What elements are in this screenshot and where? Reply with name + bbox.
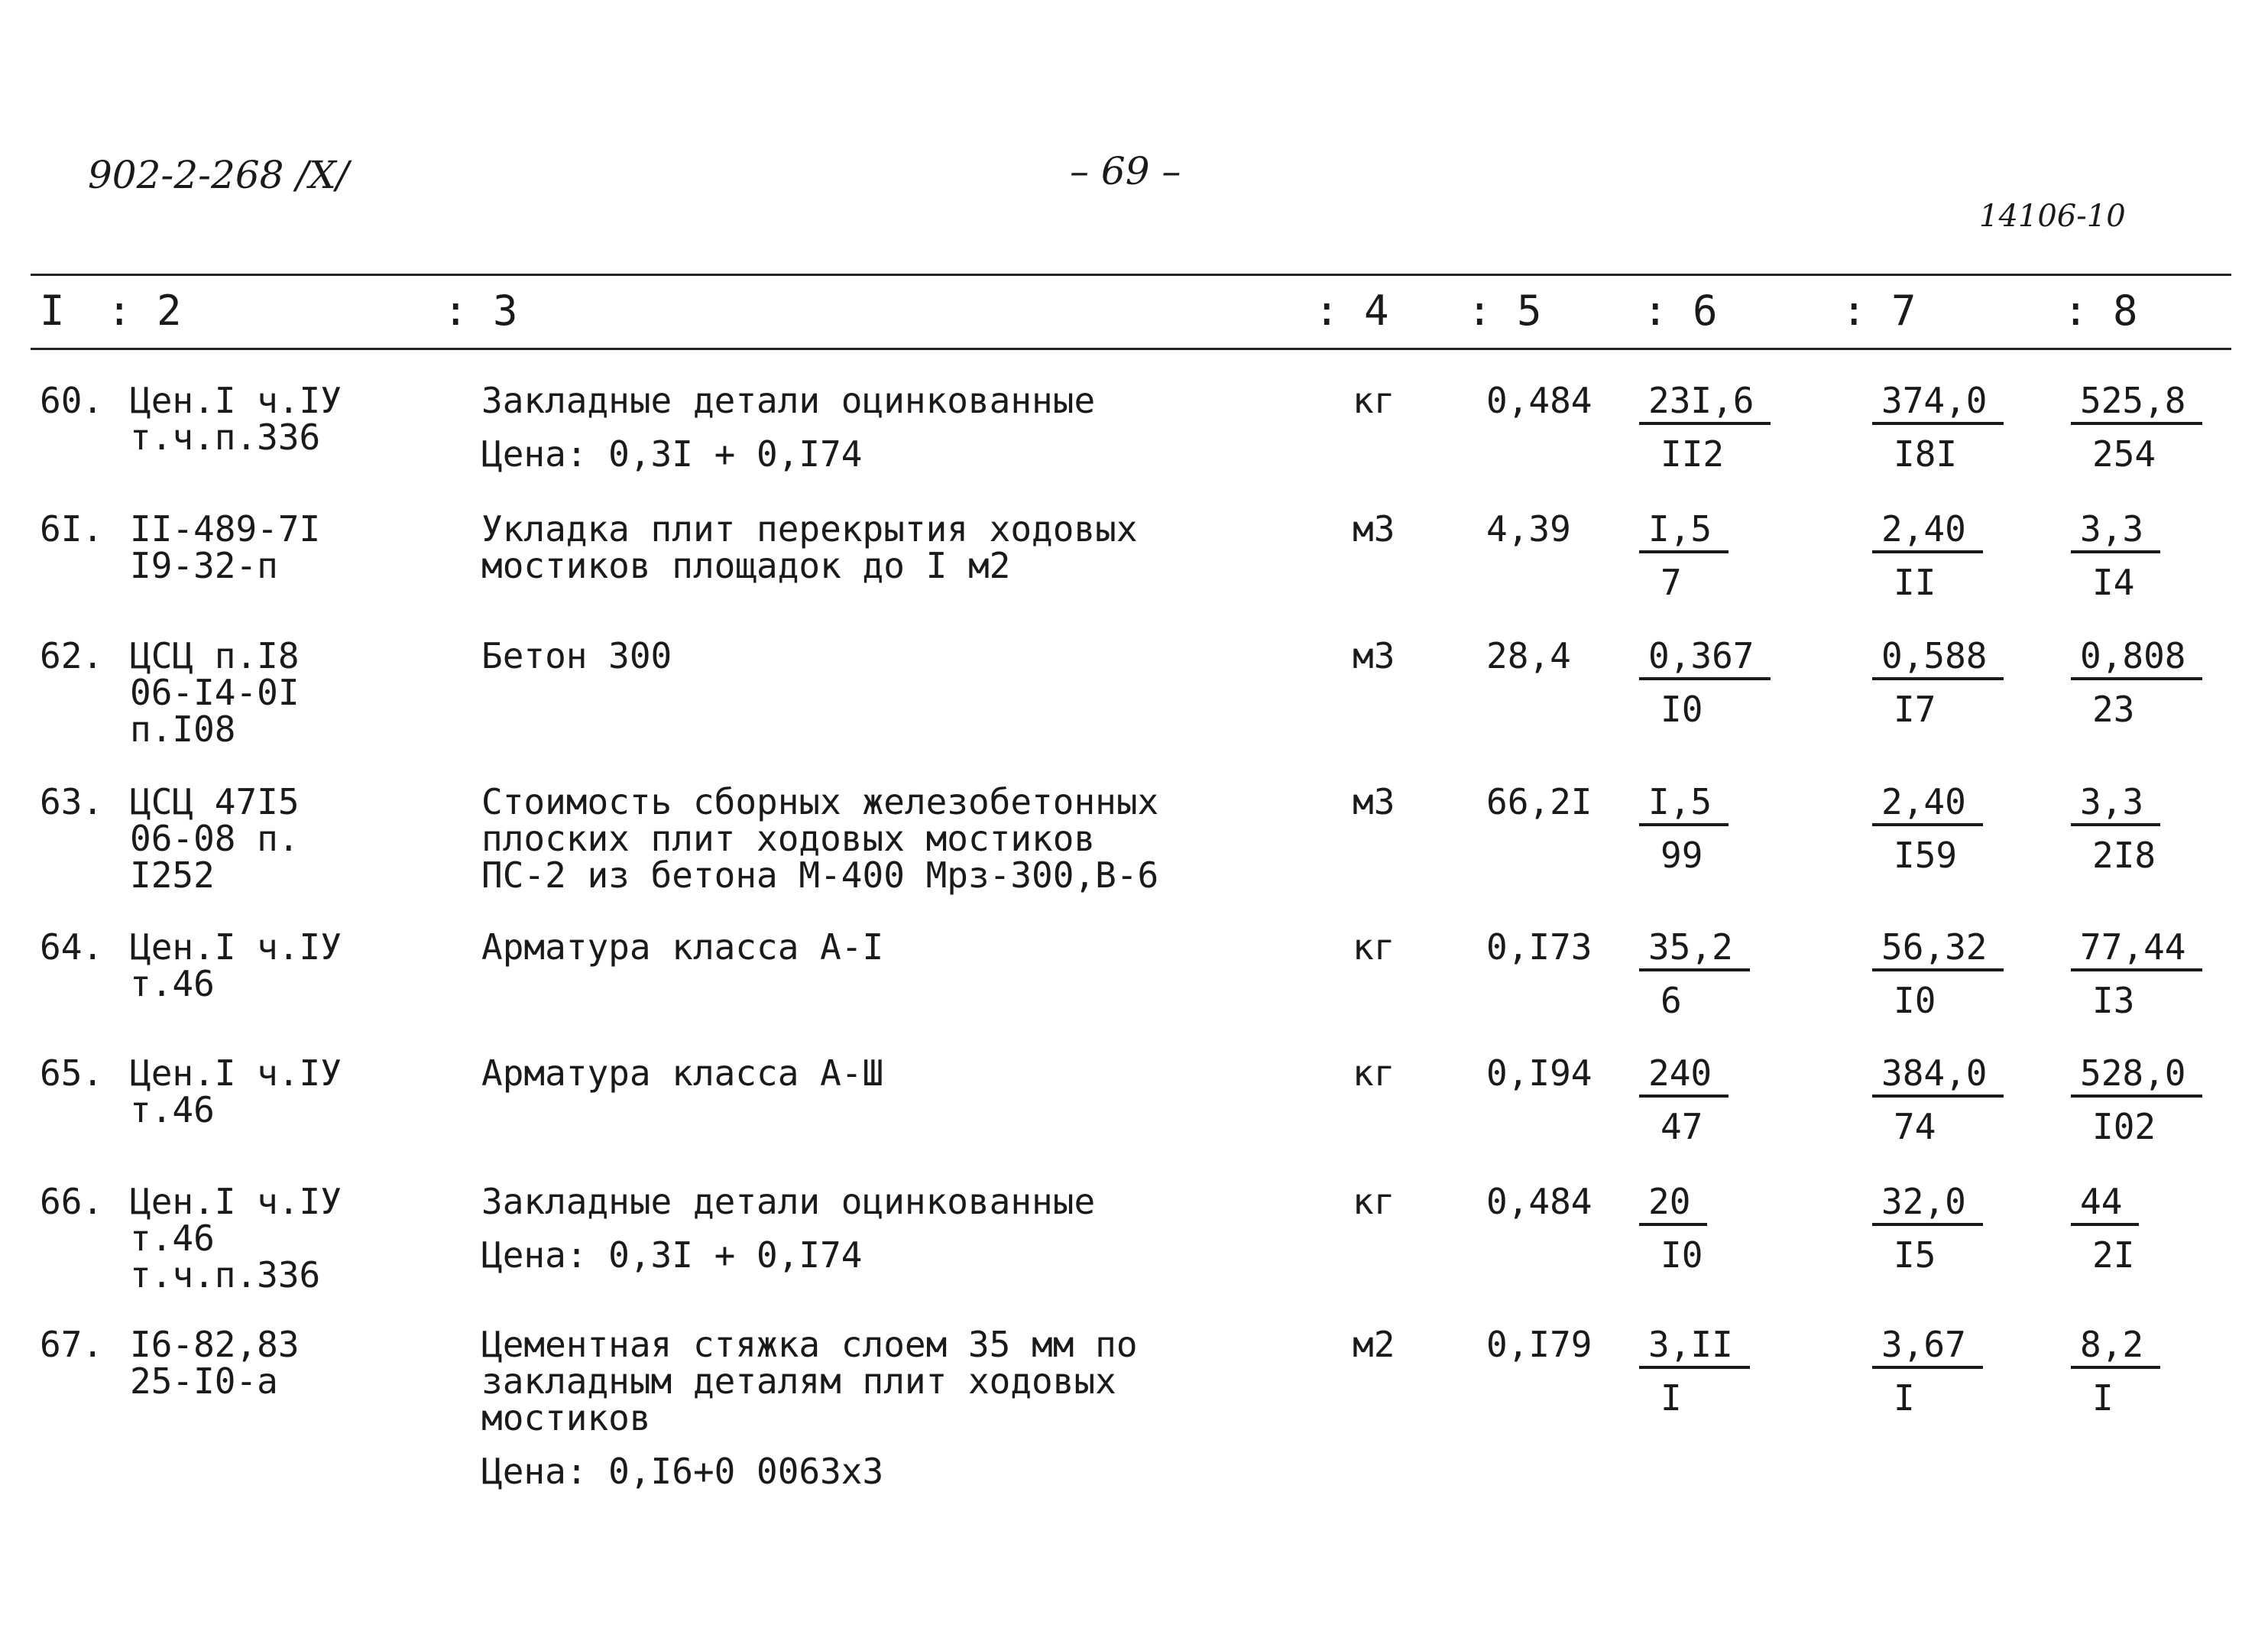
col-header-6: : 6 <box>1643 287 1718 335</box>
norm-code <box>130 1324 300 1402</box>
norm-code-line: I9-32-п <box>130 545 278 586</box>
norm-code-line: 25-I0-а <box>130 1360 278 1402</box>
value-c7 <box>1872 926 2004 1021</box>
norm-code <box>130 1181 342 1296</box>
unit-price-formula: Цена: 0,3I + 0,I74 <box>481 1234 863 1276</box>
unit: кг <box>1353 1052 1395 1094</box>
value-numerator: 0,367 <box>1639 637 1771 680</box>
value-denominator: I <box>2092 1377 2114 1419</box>
norm-code-line: т.46 <box>130 1089 215 1130</box>
description-line: закладным деталям плит ходовых <box>481 1360 1116 1402</box>
value-numerator: 77,44 <box>2071 929 2202 971</box>
norm-code <box>130 781 300 896</box>
row-number: 66. <box>40 1181 104 1222</box>
value-c8 <box>2071 637 2202 728</box>
description-line: Цементная стяжка слоем 35 мм по <box>481 1324 1138 1365</box>
value-numerator: 2,40 <box>1872 511 1983 553</box>
value-numerator: 20 <box>1639 1183 1707 1226</box>
work-description <box>481 781 1159 896</box>
value-denominator: I5 <box>1894 1234 1936 1276</box>
norm-code-line: ЦСЦ 47I5 <box>130 781 300 822</box>
value-denominator: I4 <box>2092 562 2135 603</box>
col-header-2: : 2 <box>107 287 182 335</box>
value-denominator: I <box>1894 1377 1915 1419</box>
norm-code-line: I252 <box>130 855 215 896</box>
work-description <box>481 637 672 674</box>
norm-code-line: Цен.I ч.IУ <box>130 1052 342 1094</box>
value-numerator: 35,2 <box>1639 929 1750 971</box>
norm-code-line: т.ч.п.336 <box>130 1254 321 1296</box>
value-numerator: 3,II <box>1639 1326 1750 1369</box>
value-c6 <box>1639 508 1729 603</box>
description-line: Арматура класса А-Ш <box>481 1052 884 1094</box>
value-denominator: II2 <box>1661 433 1725 475</box>
unit: кг <box>1353 1181 1395 1222</box>
value-c8 <box>2071 380 2202 475</box>
norm-code-line: 06-I4-0I <box>130 672 300 713</box>
value-c8 <box>2071 783 2160 874</box>
header-rule <box>31 348 2231 350</box>
value-c6 <box>1639 926 1750 1021</box>
value-c6 <box>1639 1052 1729 1147</box>
value-numerator: 240 <box>1639 1055 1729 1098</box>
value-c6 <box>1639 1324 1750 1419</box>
work-description <box>481 380 1096 475</box>
unit: м2 <box>1353 1324 1395 1365</box>
value-numerator: 3,3 <box>2071 511 2160 553</box>
norm-code <box>130 382 342 456</box>
value-denominator: 2I <box>2092 1234 2135 1276</box>
norm-code-line: II-489-7I <box>130 508 321 550</box>
description-line: Закладные детали оцинкованные <box>481 1181 1096 1222</box>
col-header-4: : 4 <box>1314 287 1389 335</box>
value-c7 <box>1872 508 1983 603</box>
unit: кг <box>1353 926 1395 968</box>
norm-code-line: т.46 <box>130 1218 215 1259</box>
value-c8 <box>2071 508 2160 603</box>
value-c7 <box>1872 1324 1983 1419</box>
work-description <box>481 508 1138 586</box>
quantity: 28,4 <box>1486 635 1571 676</box>
value-c7 <box>1872 783 1983 874</box>
norm-code-line: Цен.I ч.IУ <box>130 1181 342 1222</box>
value-denominator: I3 <box>2092 980 2135 1021</box>
value-numerator: 374,0 <box>1872 382 2004 425</box>
work-description <box>481 1326 1138 1490</box>
row-number: 60. <box>40 380 104 421</box>
value-c7 <box>1872 1052 2004 1147</box>
description-line: Укладка плит перекрытия ходовых <box>481 508 1138 550</box>
value-numerator: 23I,6 <box>1639 382 1771 425</box>
description-line: Стоимость сборных железобетонных <box>481 781 1159 822</box>
value-numerator: 3,3 <box>2071 783 2160 826</box>
value-denominator: I <box>1661 1377 1682 1419</box>
value-numerator: I,5 <box>1639 511 1729 553</box>
value-c7 <box>1872 380 2004 475</box>
quantity: 66,2I <box>1486 781 1592 822</box>
unit: кг <box>1353 380 1395 421</box>
description-line: мостиков площадок до I м2 <box>481 545 1011 586</box>
value-denominator: I7 <box>1894 689 1936 730</box>
norm-code-line: 06-08 п. <box>130 818 300 859</box>
norm-code <box>130 508 321 586</box>
value-denominator: I8I <box>1894 433 1958 475</box>
description-line: ПС-2 из бетона М-400 Мрз-300,В-6 <box>481 855 1159 896</box>
value-numerator: 44 <box>2071 1183 2139 1226</box>
norm-code <box>130 926 342 1004</box>
value-denominator: II <box>1894 562 1936 603</box>
unit-price-formula: Цена: 0,I6+0 0063х3 <box>481 1451 884 1492</box>
quantity: 0,I79 <box>1486 1324 1592 1365</box>
value-numerator: 0,588 <box>1872 637 2004 680</box>
value-c7 <box>1872 637 2004 728</box>
value-denominator: 99 <box>1661 835 1703 876</box>
norm-code-line: т.46 <box>130 963 215 1004</box>
norm-code-line: т.ч.п.336 <box>130 417 321 458</box>
norm-code-line: Цен.I ч.IУ <box>130 380 342 421</box>
value-denominator: 74 <box>1894 1106 1936 1147</box>
unit: м3 <box>1353 508 1395 550</box>
value-numerator: 525,8 <box>2071 382 2202 425</box>
value-denominator: I02 <box>2092 1106 2156 1147</box>
reference-number: 14106-10 <box>1979 199 2126 234</box>
value-denominator: 47 <box>1661 1106 1703 1147</box>
description-line: Закладные детали оцинкованные <box>481 380 1096 421</box>
norm-code-line: I6-82,83 <box>130 1324 300 1365</box>
row-number: 65. <box>40 1052 104 1094</box>
work-description <box>481 1181 1096 1276</box>
norm-code-line: п.I08 <box>130 709 236 750</box>
quantity: 4,39 <box>1486 508 1571 550</box>
norm-code-line: ЦСЦ п.I8 <box>130 635 300 676</box>
value-denominator: I0 <box>1661 1234 1703 1276</box>
value-denominator: 254 <box>2092 433 2156 475</box>
col-header-7: : 7 <box>1842 287 1916 335</box>
description-line: плоских плит ходовых мостиков <box>481 818 1096 859</box>
value-c8 <box>2071 1324 2160 1419</box>
value-denominator: 6 <box>1661 980 1682 1021</box>
row-number: 64. <box>40 926 104 968</box>
value-c8 <box>2071 1181 2139 1276</box>
value-c8 <box>2071 1052 2202 1147</box>
description-line: Арматура класса А-I <box>481 926 884 968</box>
value-c6 <box>1639 1181 1707 1276</box>
value-denominator: I59 <box>1894 835 1958 876</box>
col-header-5: : 5 <box>1467 287 1542 335</box>
work-description <box>481 926 884 968</box>
value-numerator: 384,0 <box>1872 1055 2004 1098</box>
value-numerator: 2,40 <box>1872 783 1983 826</box>
quantity: 0,484 <box>1486 1181 1592 1222</box>
value-c6 <box>1639 783 1729 874</box>
quantity: 0,I73 <box>1486 926 1592 968</box>
value-numerator: 3,67 <box>1872 1326 1983 1369</box>
col-header-8: : 8 <box>2063 287 2138 335</box>
value-numerator: I,5 <box>1639 783 1729 826</box>
work-description <box>481 1052 884 1094</box>
row-number: 62. <box>40 635 104 676</box>
value-c6 <box>1639 637 1771 728</box>
value-numerator: 32,0 <box>1872 1183 1983 1226</box>
value-denominator: 2I8 <box>2092 835 2156 876</box>
value-denominator: I0 <box>1661 689 1703 730</box>
value-numerator: 528,0 <box>2071 1055 2202 1098</box>
value-numerator: 8,2 <box>2071 1326 2160 1369</box>
value-numerator: 56,32 <box>1872 929 2004 971</box>
row-number: 63. <box>40 781 104 822</box>
quantity: 0,484 <box>1486 380 1592 421</box>
row-number: 67. <box>40 1324 104 1365</box>
value-denominator: 23 <box>2092 689 2135 730</box>
value-numerator: 0,808 <box>2071 637 2202 680</box>
value-denominator: I0 <box>1894 980 1936 1021</box>
value-c6 <box>1639 380 1771 475</box>
norm-code-line: Цен.I ч.IУ <box>130 926 342 968</box>
top-rule <box>31 274 2231 276</box>
description-line: мостиков <box>481 1397 651 1438</box>
document-code: 902-2-268 /X/ <box>88 153 349 197</box>
col-header-3: : 3 <box>443 287 518 335</box>
norm-code <box>130 1052 342 1130</box>
page-number: – 69 – <box>1070 149 1181 193</box>
value-denominator: 7 <box>1661 562 1682 603</box>
unit-price-formula: Цена: 0,3I + 0,I74 <box>481 433 863 475</box>
unit: м3 <box>1353 781 1395 822</box>
row-number: 6I. <box>40 508 104 550</box>
norm-code <box>130 637 300 748</box>
quantity: 0,I94 <box>1486 1052 1592 1094</box>
description-line: Бетон 300 <box>481 635 672 676</box>
unit: м3 <box>1353 635 1395 676</box>
value-c7 <box>1872 1181 1983 1276</box>
value-c8 <box>2071 926 2202 1021</box>
col-header-1: I <box>40 287 65 335</box>
